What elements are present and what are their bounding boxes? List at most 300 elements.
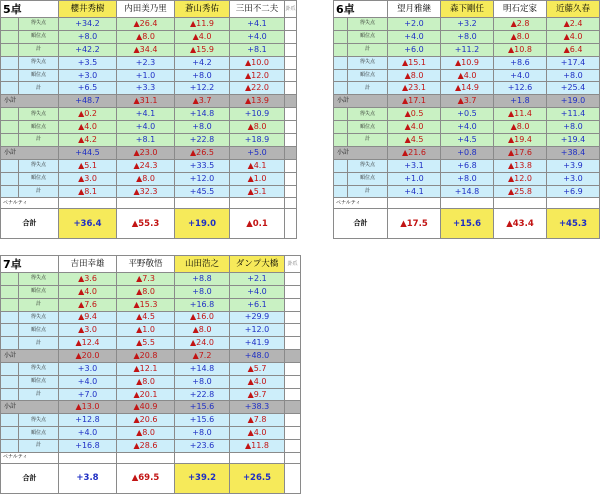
row-label: 得失点 <box>19 273 59 286</box>
row-color-strip <box>1 324 19 337</box>
row-label: 得失点 <box>348 159 388 172</box>
blank-cell <box>285 463 301 493</box>
score-row <box>1 56 297 69</box>
score-cell: ▲12.4 <box>59 337 117 350</box>
score-cell: ▲0.5 <box>388 108 441 121</box>
score-cell: ▲15.1 <box>388 56 441 69</box>
score-cell: +15.6 <box>175 401 230 414</box>
total-cell: ▲69.5 <box>117 463 175 493</box>
score-cell: +4.0 <box>441 121 494 134</box>
score-cell: ▲20.1 <box>117 388 175 401</box>
row-color-strip <box>1 427 19 440</box>
score-cell: +22.8 <box>175 134 230 147</box>
row-label: 順位点 <box>19 324 59 337</box>
header-row <box>1 1 297 18</box>
score-cell: ▲8.0 <box>117 375 175 388</box>
row-label: 計 <box>19 439 59 452</box>
blank-cell <box>285 172 297 185</box>
score-cell: ▲21.6 <box>388 146 441 159</box>
row-color-strip <box>1 388 19 401</box>
score-cell: +8.8 <box>175 273 230 286</box>
score-cell: ▲3.0 <box>59 172 117 185</box>
score-cell: ▲13.0 <box>59 401 117 414</box>
blank-cell <box>285 95 297 108</box>
score-cell: ▲20.8 <box>117 350 175 363</box>
total-cell: ▲55.3 <box>117 209 175 239</box>
score-cell: ▲8.0 <box>117 172 175 185</box>
score-cell: +11.2 <box>441 43 494 56</box>
row-label: 小計 <box>1 146 59 159</box>
score-cell: +38.4 <box>547 146 600 159</box>
blank-cell <box>285 439 301 452</box>
score-row <box>1 362 301 375</box>
row-label: 順位点 <box>19 172 59 185</box>
score-cell: +12.6 <box>494 82 547 95</box>
score-row <box>334 69 600 82</box>
score-cell: +18.9 <box>230 134 285 147</box>
score-row <box>1 159 297 172</box>
blank-cell <box>285 146 297 159</box>
header-row <box>334 1 600 18</box>
score-row <box>1 375 301 388</box>
blank-cell <box>285 56 297 69</box>
score-cell: ▲20.6 <box>117 414 175 427</box>
player-name: 望月雅継 <box>388 1 441 18</box>
table-title: 7卓 <box>1 256 59 273</box>
score-cell: +8.6 <box>494 56 547 69</box>
table-title: 6卓 <box>334 1 388 18</box>
score-cell: +8.0 <box>547 121 600 134</box>
row-label: 順位点 <box>19 121 59 134</box>
row-color-strip <box>334 56 348 69</box>
subtotal-row <box>334 146 600 159</box>
blank-column-header: 卦爪 <box>285 256 301 273</box>
score-cell: +2.1 <box>230 273 285 286</box>
score-cell: +12.2 <box>175 82 230 95</box>
total-cell: +15.6 <box>441 209 494 239</box>
score-row <box>1 388 301 401</box>
row-label: 小計 <box>1 401 59 414</box>
penalty-cell <box>59 452 117 463</box>
row-label: 順位点 <box>348 172 388 185</box>
score-cell: ▲4.2 <box>59 134 117 147</box>
blank-cell <box>285 350 301 363</box>
score-cell: ▲23.1 <box>388 82 441 95</box>
score-cell: +2.3 <box>117 56 175 69</box>
score-row <box>1 43 297 56</box>
score-cell: ▲7.3 <box>117 273 175 286</box>
row-color-strip <box>1 311 19 324</box>
score-cell: +3.0 <box>59 362 117 375</box>
score-cell: +1.0 <box>117 69 175 82</box>
blank-cell <box>285 285 301 298</box>
row-color-strip <box>1 375 19 388</box>
blank-column-header: 卦爪 <box>285 1 297 18</box>
score-cell: +6.8 <box>441 159 494 172</box>
score-cell: +0.5 <box>441 108 494 121</box>
score-cell: +14.8 <box>441 185 494 198</box>
score-cell: +4.5 <box>441 134 494 147</box>
score-cell: ▲4.0 <box>230 427 285 440</box>
score-cell: ▲13.8 <box>494 159 547 172</box>
subtotal-row <box>1 401 301 414</box>
blank-cell <box>285 18 297 31</box>
score-cell: +6.1 <box>230 298 285 311</box>
penalty-row <box>1 198 297 209</box>
row-label: 順位点 <box>19 30 59 43</box>
row-label: 順位点 <box>348 69 388 82</box>
score-cell: ▲8.0 <box>494 30 547 43</box>
score-cell: +8.1 <box>117 134 175 147</box>
score-cell: ▲4.5 <box>388 134 441 147</box>
score-cell: ▲24.0 <box>175 337 230 350</box>
row-label: 順位点 <box>348 121 388 134</box>
blank-cell <box>285 388 301 401</box>
player-name: 山田浩之 <box>175 256 230 273</box>
row-label: 得失点 <box>19 56 59 69</box>
score-cell: +4.0 <box>230 30 285 43</box>
row-label: 順位点 <box>348 30 388 43</box>
blank-cell <box>285 401 301 414</box>
score-cell: +3.1 <box>388 159 441 172</box>
score-cell: ▲10.0 <box>230 56 285 69</box>
row-color-strip <box>1 172 19 185</box>
row-label: 計 <box>19 134 59 147</box>
score-cell: +17.4 <box>547 56 600 69</box>
row-label: 計 <box>19 388 59 401</box>
score-cell: ▲3.6 <box>59 273 117 286</box>
penalty-cell <box>175 452 230 463</box>
score-cell: +14.8 <box>175 108 230 121</box>
row-label: 計 <box>19 43 59 56</box>
total-label: 合計 <box>334 209 388 239</box>
penalty-row <box>334 198 600 209</box>
row-label: 得失点 <box>348 108 388 121</box>
penalty-label: ペナルティ <box>334 198 388 209</box>
score-row <box>334 185 600 198</box>
score-cell: ▲11.8 <box>230 439 285 452</box>
player-name: 明石定家 <box>494 1 547 18</box>
score-cell: ▲3.0 <box>59 324 117 337</box>
score-cell: +19.0 <box>547 95 600 108</box>
score-cell: +8.0 <box>175 121 230 134</box>
total-cell: +19.0 <box>175 209 230 239</box>
score-cell: ▲8.1 <box>59 185 117 198</box>
table-6 <box>333 0 600 239</box>
score-row <box>334 121 600 134</box>
score-cell: ▲0.2 <box>59 108 117 121</box>
total-cell: +3.8 <box>59 463 117 493</box>
row-color-strip <box>334 185 348 198</box>
blank-cell <box>285 185 297 198</box>
score-cell: +44.5 <box>59 146 117 159</box>
score-cell: +8.0 <box>441 30 494 43</box>
score-row <box>1 311 301 324</box>
header-row <box>1 256 301 273</box>
row-color-strip <box>334 108 348 121</box>
score-cell: ▲4.0 <box>547 30 600 43</box>
score-cell: ▲7.8 <box>230 414 285 427</box>
blank-cell <box>285 311 301 324</box>
player-name: 三田不二夫 <box>230 1 285 18</box>
score-cell: ▲4.5 <box>117 311 175 324</box>
penalty-cell <box>230 452 285 463</box>
row-color-strip <box>334 82 348 95</box>
score-cell: +3.5 <box>59 56 117 69</box>
blank-cell <box>285 30 297 43</box>
row-color-strip <box>1 298 19 311</box>
score-cell: ▲14.9 <box>441 82 494 95</box>
row-color-strip <box>334 159 348 172</box>
score-cell: +8.0 <box>175 427 230 440</box>
score-row <box>1 285 301 298</box>
score-cell: ▲3.7 <box>175 95 230 108</box>
score-cell: +4.0 <box>494 69 547 82</box>
penalty-cell <box>175 198 230 209</box>
score-cell: ▲4.0 <box>230 375 285 388</box>
row-color-strip <box>1 273 19 286</box>
score-cell: +42.2 <box>59 43 117 56</box>
score-cell: +4.1 <box>230 18 285 31</box>
score-cell: +1.0 <box>388 172 441 185</box>
score-cell: +3.9 <box>547 159 600 172</box>
penalty-cell <box>117 198 175 209</box>
score-row <box>334 134 600 147</box>
score-cell: ▲2.8 <box>494 18 547 31</box>
score-cell: +10.9 <box>230 108 285 121</box>
subtotal-row <box>1 146 297 159</box>
score-cell: +1.8 <box>494 95 547 108</box>
score-cell: +4.0 <box>59 427 117 440</box>
score-cell: +15.6 <box>175 414 230 427</box>
score-cell: +4.0 <box>59 375 117 388</box>
blank-cell <box>285 375 301 388</box>
total-cell: +45.3 <box>547 209 600 239</box>
row-color-strip <box>1 439 19 452</box>
blank-cell <box>285 273 301 286</box>
score-cell: ▲17.6 <box>494 146 547 159</box>
blank-cell <box>285 362 301 375</box>
blank-cell <box>285 298 301 311</box>
score-row <box>334 18 600 31</box>
score-cell: +8.0 <box>547 69 600 82</box>
score-cell: +6.0 <box>388 43 441 56</box>
score-cell: ▲12.1 <box>117 362 175 375</box>
score-row <box>1 172 297 185</box>
score-cell: +48.0 <box>230 350 285 363</box>
row-label: 得失点 <box>19 362 59 375</box>
score-cell: ▲8.0 <box>117 285 175 298</box>
penalty-row <box>1 452 301 463</box>
score-row <box>1 337 301 350</box>
row-label: 計 <box>348 43 388 56</box>
row-color-strip <box>1 134 19 147</box>
score-cell: ▲9.7 <box>230 388 285 401</box>
row-color-strip <box>334 69 348 82</box>
score-cell: +19.4 <box>547 134 600 147</box>
score-cell: +25.4 <box>547 82 600 95</box>
score-cell: ▲3.7 <box>441 95 494 108</box>
score-row <box>1 30 297 43</box>
row-color-strip <box>334 172 348 185</box>
row-color-strip <box>1 69 19 82</box>
score-row <box>334 172 600 185</box>
score-cell: ▲26.4 <box>117 18 175 31</box>
score-cell: ▲10.8 <box>494 43 547 56</box>
table-title: 5卓 <box>1 1 59 18</box>
player-name: 近藤久春 <box>547 1 600 18</box>
blank-cell <box>285 452 301 463</box>
row-color-strip <box>1 43 19 56</box>
score-cell: ▲12.0 <box>494 172 547 185</box>
penalty-cell <box>59 198 117 209</box>
score-cell: ▲13.9 <box>230 95 285 108</box>
score-cell: +16.8 <box>59 439 117 452</box>
score-cell: ▲8.0 <box>117 30 175 43</box>
player-name: 平野敬悟 <box>117 256 175 273</box>
score-cell: +34.2 <box>59 18 117 31</box>
total-cell: +36.4 <box>59 209 117 239</box>
score-cell: ▲8.0 <box>388 69 441 82</box>
player-name: 櫻井秀樹 <box>59 1 117 18</box>
score-cell: +8.0 <box>441 172 494 185</box>
row-label: 小計 <box>334 146 388 159</box>
score-cell: +45.5 <box>175 185 230 198</box>
score-cell: +3.0 <box>547 172 600 185</box>
blank-cell <box>285 159 297 172</box>
row-color-strip <box>334 30 348 43</box>
score-cell: ▲11.9 <box>175 18 230 31</box>
score-row <box>1 69 297 82</box>
row-label: 小計 <box>1 95 59 108</box>
score-cell: ▲4.0 <box>175 30 230 43</box>
score-row <box>1 82 297 95</box>
row-color-strip <box>1 121 19 134</box>
total-cell: +39.2 <box>175 463 230 493</box>
score-cell: ▲1.0 <box>230 172 285 185</box>
score-cell: ▲24.3 <box>117 159 175 172</box>
score-cell: ▲2.4 <box>547 18 600 31</box>
score-cell: +5.0 <box>230 146 285 159</box>
player-name: ダンプ大橋 <box>230 256 285 273</box>
row-color-strip <box>1 30 19 43</box>
blank-cell <box>285 209 297 239</box>
score-cell: ▲34.4 <box>117 43 175 56</box>
score-cell: +4.0 <box>117 121 175 134</box>
blank-cell <box>285 134 297 147</box>
score-cell: ▲23.0 <box>117 146 175 159</box>
total-row <box>1 463 301 493</box>
row-label: 計 <box>19 337 59 350</box>
row-color-strip <box>1 337 19 350</box>
total-row <box>1 209 297 239</box>
blank-cell <box>285 121 297 134</box>
score-cell: ▲4.0 <box>59 121 117 134</box>
player-name: 内田美乃里 <box>117 1 175 18</box>
row-label: 計 <box>19 185 59 198</box>
blank-cell <box>285 414 301 427</box>
player-name: 蒼山秀佑 <box>175 1 230 18</box>
row-label: 計 <box>348 134 388 147</box>
score-cell: +12.0 <box>230 324 285 337</box>
score-row <box>1 414 301 427</box>
blank-cell <box>285 108 297 121</box>
row-color-strip <box>1 82 19 95</box>
total-cell: ▲0.1 <box>230 209 285 239</box>
score-cell: ▲4.1 <box>230 159 285 172</box>
score-cell: ▲5.1 <box>59 159 117 172</box>
row-color-strip <box>334 121 348 134</box>
blank-cell <box>285 427 301 440</box>
player-name: 森下剛任 <box>441 1 494 18</box>
score-cell: ▲22.0 <box>230 82 285 95</box>
score-cell: +2.0 <box>388 18 441 31</box>
score-cell: ▲26.5 <box>175 146 230 159</box>
score-cell: ▲4.0 <box>59 285 117 298</box>
score-cell: ▲8.0 <box>175 324 230 337</box>
score-cell: ▲11.4 <box>494 108 547 121</box>
score-row <box>334 56 600 69</box>
row-label: 計 <box>348 82 388 95</box>
penalty-label: ペナルティ <box>1 198 59 209</box>
score-cell: +12.0 <box>175 172 230 185</box>
total-cell: ▲43.4 <box>494 209 547 239</box>
score-row <box>1 18 297 31</box>
row-color-strip <box>334 18 348 31</box>
subtotal-row <box>1 350 301 363</box>
row-color-strip <box>1 185 19 198</box>
row-label: 得失点 <box>348 18 388 31</box>
score-cell: ▲10.9 <box>441 56 494 69</box>
score-cell: ▲5.7 <box>230 362 285 375</box>
score-cell: ▲4.0 <box>388 121 441 134</box>
penalty-cell <box>441 198 494 209</box>
score-cell: ▲5.5 <box>117 337 175 350</box>
penalty-cell <box>494 198 547 209</box>
score-cell: ▲40.9 <box>117 401 175 414</box>
row-label: 得失点 <box>19 414 59 427</box>
score-row <box>334 108 600 121</box>
score-cell: +4.2 <box>175 56 230 69</box>
row-label: 得失点 <box>19 108 59 121</box>
score-cell: ▲20.0 <box>59 350 117 363</box>
blank-cell <box>285 43 297 56</box>
penalty-cell <box>117 452 175 463</box>
penalty-cell <box>230 198 285 209</box>
blank-cell <box>285 324 301 337</box>
score-row <box>1 273 301 286</box>
score-cell: +4.0 <box>230 285 285 298</box>
score-row <box>1 121 297 134</box>
score-cell: ▲6.4 <box>547 43 600 56</box>
score-cell: ▲25.8 <box>494 185 547 198</box>
row-label: 得失点 <box>19 18 59 31</box>
row-color-strip <box>1 159 19 172</box>
row-label: 順位点 <box>19 375 59 388</box>
total-cell: +26.5 <box>230 463 285 493</box>
blank-cell <box>285 69 297 82</box>
row-label: 計 <box>19 298 59 311</box>
score-row <box>1 185 297 198</box>
score-cell: ▲17.1 <box>388 95 441 108</box>
penalty-label: ペナルティ <box>1 452 59 463</box>
row-color-strip <box>1 108 19 121</box>
score-cell: ▲12.0 <box>230 69 285 82</box>
total-row <box>334 209 600 239</box>
score-cell: +3.0 <box>59 69 117 82</box>
score-cell: ▲31.1 <box>117 95 175 108</box>
score-row <box>334 82 600 95</box>
